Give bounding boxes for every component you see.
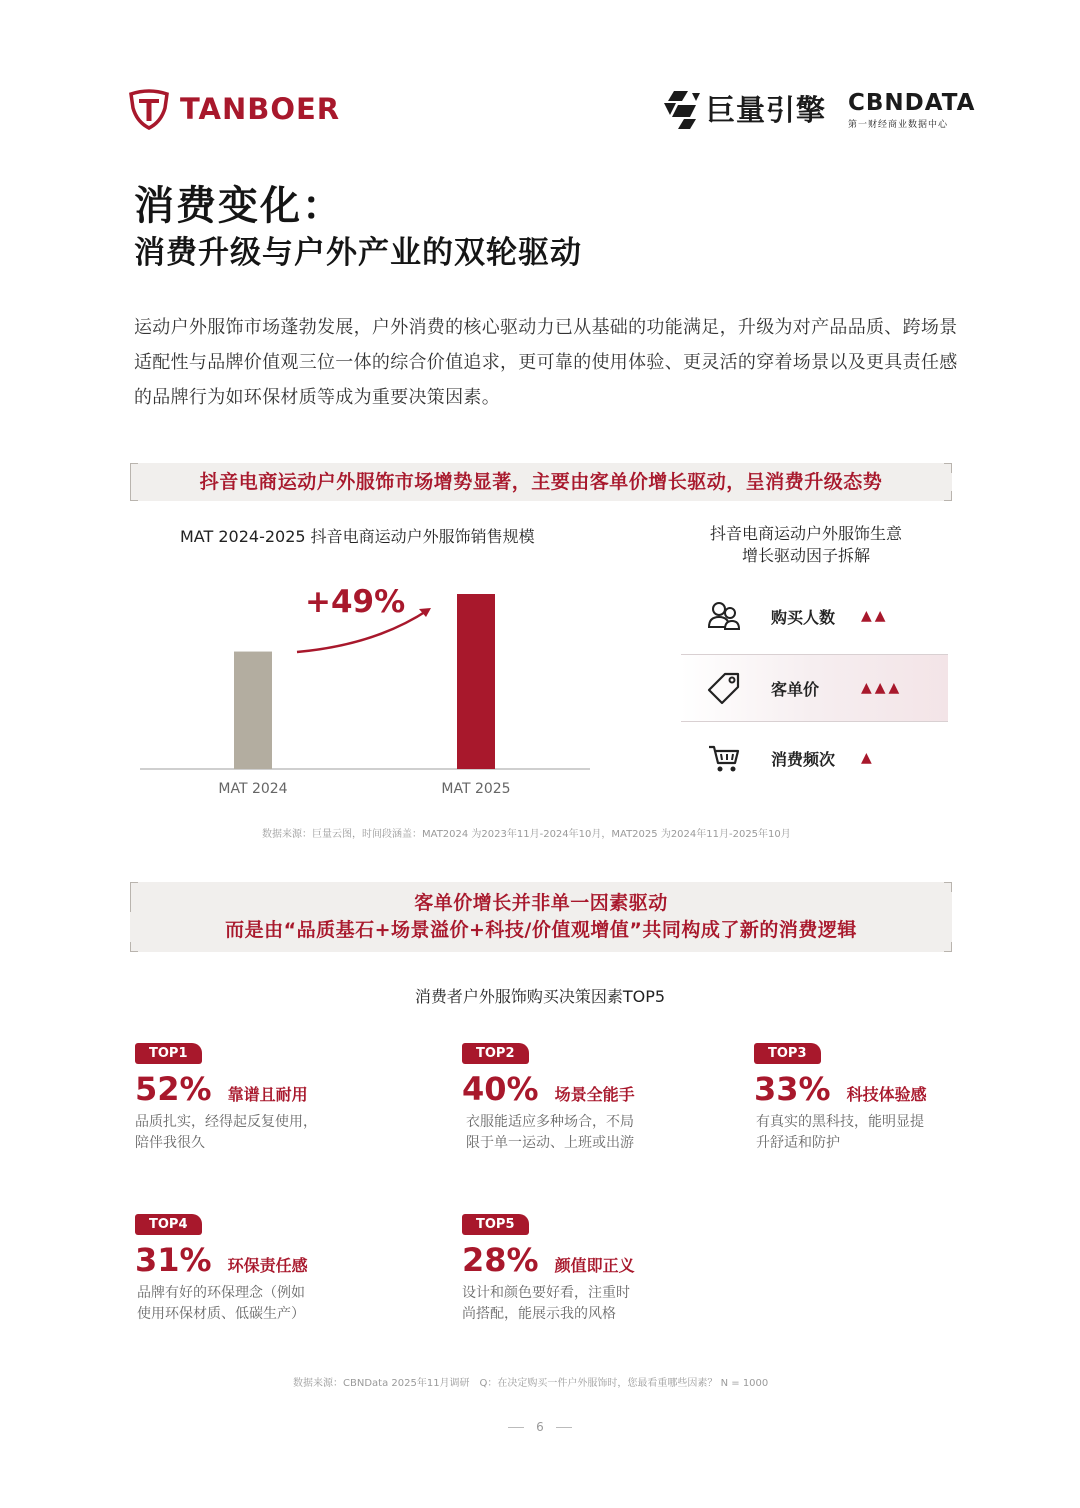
shopping-cart-icon <box>707 741 741 775</box>
factor-name: 环保责任感 <box>227 1256 308 1275</box>
factor-percent: 40% <box>462 1070 539 1108</box>
factor-name: 靠谱且耐用 <box>227 1085 308 1104</box>
highlight-banner-1 <box>130 463 952 501</box>
banner-1-text: 抖音电商运动户外服饰市场增势显著，主要由客单价增长驱动，呈消费升级态势 <box>199 471 883 493</box>
rank-badge: TOP2 <box>462 1043 529 1064</box>
driver-label: 客单价 <box>771 679 820 699</box>
banner-corner <box>130 942 138 952</box>
factor-description-line: 升舒适和防护 <box>756 1135 840 1151</box>
factor-percent: 31% <box>135 1241 212 1279</box>
page-title: 消费变化： <box>134 183 344 229</box>
factor-description-line: 品质扎实，经得起反复使用， <box>135 1114 317 1130</box>
rank-badge: TOP4 <box>135 1214 202 1235</box>
driver-label: 消费频次 <box>771 749 836 769</box>
factor-description-line: 有真实的黑科技，能明显提 <box>756 1114 924 1130</box>
page-number-dash <box>508 1427 524 1428</box>
top5-title: 消费者户外服饰购买决策因素TOP5 <box>414 987 666 1006</box>
factor-description-line: 品牌有好的环保理念（例如 <box>137 1285 305 1301</box>
factor-description-line: 陪伴我很久 <box>135 1135 205 1151</box>
driver-arrows: ▲ <box>861 750 875 766</box>
factor-description <box>462 1112 692 1154</box>
juliang-wordmark: 巨量引擎 <box>706 93 827 127</box>
price-tag-icon <box>707 671 741 705</box>
bar-mat-2025 <box>457 594 495 769</box>
banner-2-line1: 客单价增长并非单一因素驱动 <box>414 892 668 914</box>
drivers-title-line1: 抖音电商运动户外服饰生意 <box>709 524 902 543</box>
factor-card-top1 <box>135 1042 365 1154</box>
tanboer-logo <box>128 88 340 130</box>
cbndata-wordmark: CBNDATA <box>848 90 976 116</box>
factor-description-line: 尚搭配，能展示我的风格 <box>462 1306 616 1322</box>
driver-row-buyers <box>681 582 948 650</box>
juliang-logo <box>662 88 826 129</box>
page-number-value: 6 <box>536 1420 544 1434</box>
page-subtitle: 消费升级与户外产业的双轮驱动 <box>134 235 582 271</box>
banner-corner <box>944 491 952 501</box>
juliang-mark-icon <box>662 89 700 129</box>
tanboer-wordmark: TANBOER <box>180 92 341 126</box>
intro-paragraph: 运动户外服饰市场蓬勃发展，户外消费的核心驱动力已从基础的功能满足，升级为对产品品质、跨场景适配性与品牌价值观三位一体的综合价值追求，更可靠的使用体验、更灵活的穿着场景以及更具责任感的品牌行为如环保材质等成为重要决策因素。 <box>134 317 958 408</box>
x-tick-label: MAT 2025 <box>441 781 511 797</box>
banner-corner <box>130 882 138 912</box>
banner-2-text <box>130 882 952 944</box>
factor-name: 场景全能手 <box>554 1085 635 1104</box>
banner-corner <box>944 463 952 473</box>
page-number <box>0 1420 1080 1434</box>
data-source-2: 数据来源：CBNData 2025年11月调研 Q：在决定购买一件户外服饰时，您最看重哪些因素？ N = 1000 <box>293 1378 769 1389</box>
cbndata-logo <box>848 90 975 130</box>
driver-row-frequency <box>681 724 948 792</box>
x-tick-label: MAT 2024 <box>218 781 288 797</box>
data-source-1: 数据来源：巨量云图，时间段涵盖：MAT2024 为2023年11月-2024年10月，MAT2025 为2024年11月-2025年10月 <box>262 829 791 840</box>
cbndata-subtitle: 第一财经商业数据中心 <box>848 120 949 130</box>
page-number-dash <box>556 1427 572 1428</box>
factor-description <box>135 1283 365 1325</box>
factor-card-top4 <box>135 1213 365 1325</box>
banner-2-line2: 而是由“品质基石+场景溢价+科技/价值观增值”共同构成了新的消费逻辑 <box>225 919 857 941</box>
factor-percent: 33% <box>754 1070 831 1108</box>
banner-corner <box>130 463 138 493</box>
factor-name: 科技体验感 <box>846 1085 927 1104</box>
factor-description <box>135 1112 365 1154</box>
driver-row-unit-price <box>681 654 948 722</box>
drivers-title-line2: 增长驱动因子拆解 <box>741 546 870 565</box>
banner-corner <box>944 942 952 952</box>
growth-annotation: +49% <box>305 584 406 620</box>
driver-arrows: ▲▲ <box>861 608 889 624</box>
factor-description <box>462 1283 692 1325</box>
rank-badge: TOP1 <box>135 1043 202 1064</box>
factor-percent: 28% <box>462 1241 539 1279</box>
factor-percent: 52% <box>135 1070 212 1108</box>
chart-title: MAT 2024-2025 抖音电商运动户外服饰销售规模 <box>180 527 535 546</box>
factor-description <box>754 1112 984 1154</box>
users-icon <box>707 599 741 633</box>
factor-description-line: 使用环保材质、低碳生产） <box>137 1306 305 1322</box>
tanboer-shield-icon <box>128 88 170 130</box>
driver-label: 购买人数 <box>771 607 836 627</box>
banner-corner <box>130 491 138 501</box>
factor-name: 颜值即正义 <box>554 1256 635 1275</box>
factor-card-top3 <box>754 1042 984 1154</box>
rank-badge: TOP3 <box>754 1043 821 1064</box>
driver-arrows: ▲▲▲ <box>861 680 903 696</box>
highlight-banner-2 <box>130 882 952 952</box>
rank-badge: TOP5 <box>462 1214 529 1235</box>
factor-description-line: 设计和颜色要好看，注重时 <box>462 1285 630 1301</box>
bar-mat-2024 <box>234 652 272 769</box>
factor-description-line: 限于单一运动、上班或出游 <box>466 1135 634 1151</box>
banner-corner <box>944 882 952 892</box>
factor-card-top5 <box>462 1213 692 1325</box>
factor-description-line: 衣服能适应多种场合，不局 <box>466 1114 634 1130</box>
factor-card-top2 <box>462 1042 692 1154</box>
drivers-title <box>690 523 922 567</box>
